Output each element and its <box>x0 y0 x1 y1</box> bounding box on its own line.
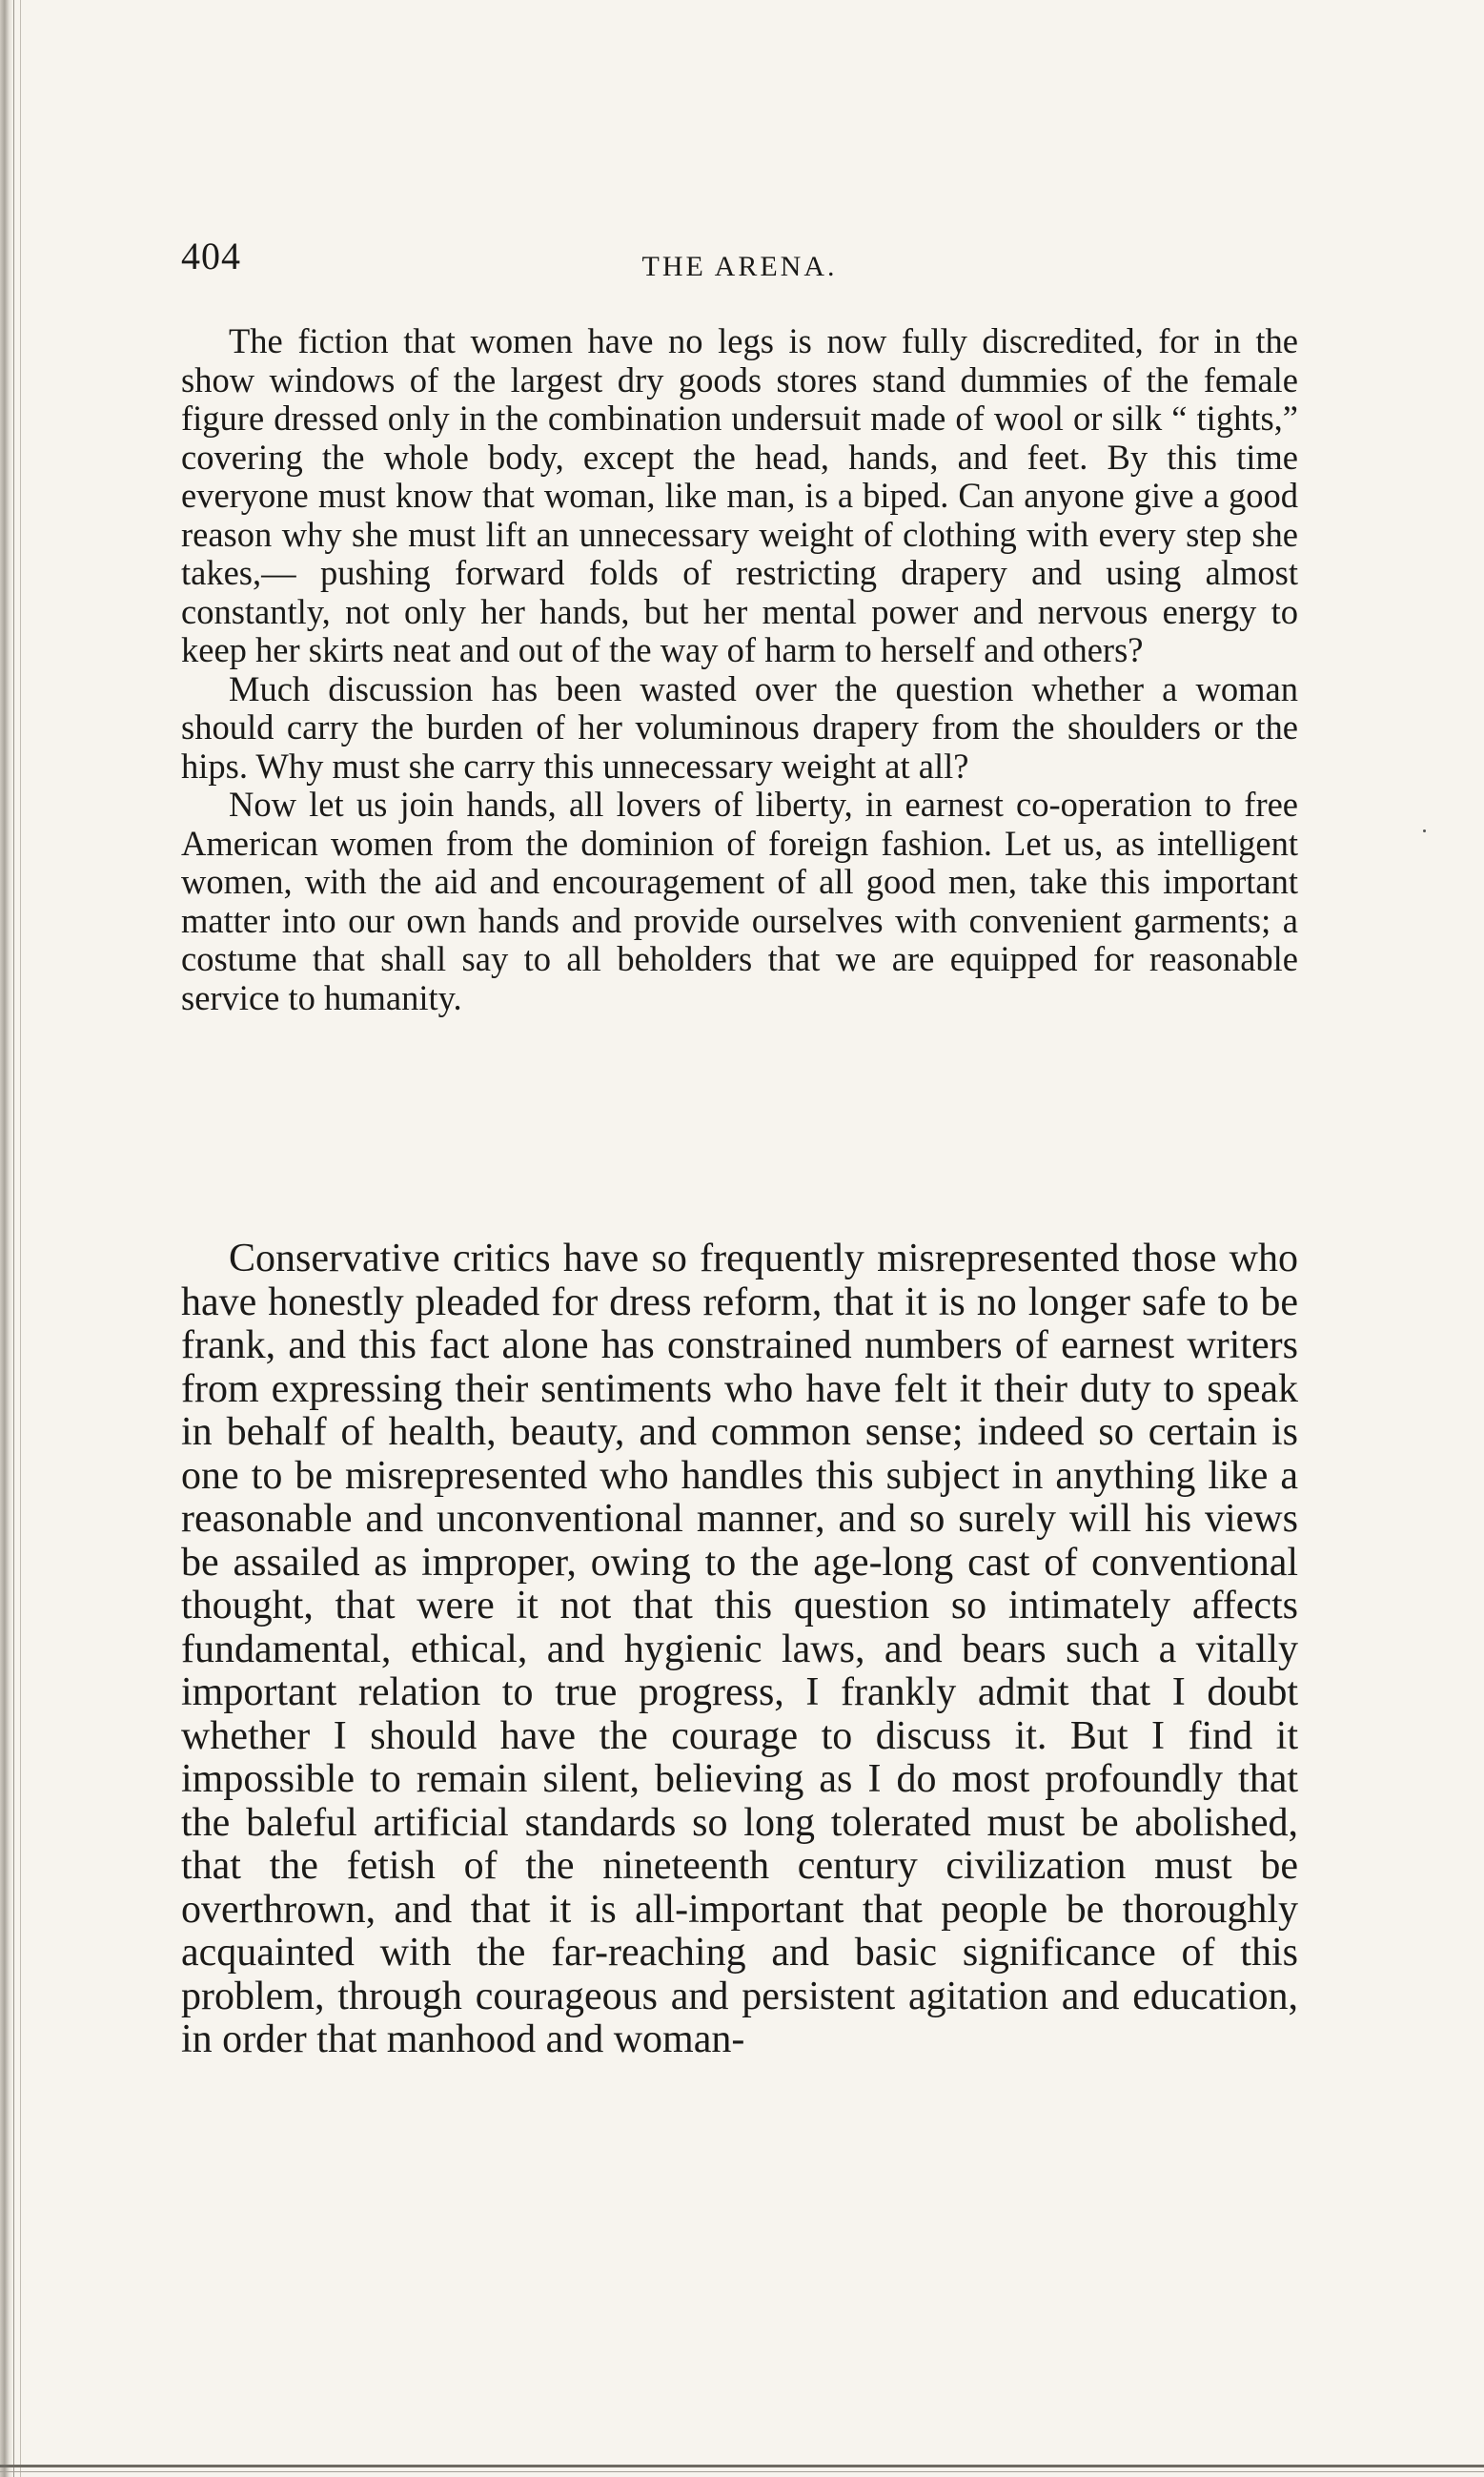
page-bottom-rule <box>0 2465 1484 2467</box>
page-header <box>181 234 1298 291</box>
paragraph-legs: The fiction that women have no legs is now fully discredited, for in the show windows of the largest dry goods stores stand dummies of the female figure dressed only in the combination undersuit made of wool or silk “ tights,” covering the whole body, except the head, hands, and feet. By this time everyone must know that woman, like man, is a biped. Can anyone give a good reason why she must lift an unnecessary weight of clothing with every step she takes,— pushing forward folds of restricting drapery and using almost constantly, not only her hands, but her mental power and nervous energy to keep her skirts neat and out of the way of harm to herself and others? <box>181 321 1298 669</box>
paragraph-conservative-critics: Conservative critics have so frequently misrepresented those who have honestly pleaded for dress reform, that it is no longer safe to be frank, and this fact alone has constrained numbers of earnest writers from expressing their sentiments who have felt it their duty to speak in behalf of health, beauty, and common sense; indeed so certain is one to be misrepresented who handles this subject in anything like a reasonable and unconventional manner, and so surely will his views be assailed as improper, owing to the age-long cast of conventional thought, that were it not that this question so intimately affects fundamental, ethical, and hygienic laws, and bears such a vitally important relation to true progress, I frankly admit that I doubt whether I should have the courage to discuss it. But I find it impossible to remain silent, believing as I do most profoundly that the baleful artificial standards so long tolerated must be abolished, that the fetish of the nineteenth century civilization must be overthrown, and that it is all-important that people be thoroughly acquainted with the far-reaching and basic significance of this problem, through courageous and persistent agitation and education, in order that manhood and woman- <box>181 1237 1298 2061</box>
paragraph-drapery: Much discussion has been wasted over the question whether a woman should carry the burden of her voluminous drapery from the shoulders or the hips. Why must she carry this unnecessary weight at all? <box>181 668 1298 786</box>
paragraph-liberty: Now let us join hands, all lovers of liberty, in earnest co-operation to free American women from the dominion of foreign fashion. Let us, as intelligent women, with the aid and encouragement of all good men, take this important matter into our own hands and provide ourselves with convenient garments; a costume that shall say to all beholders that we are equipped for reasonable service to humanity. <box>181 785 1298 1017</box>
quoted-section <box>181 322 1298 1017</box>
page-speck <box>1423 829 1426 832</box>
page-number: 404 <box>181 235 241 277</box>
binding-gutter <box>0 0 13 2477</box>
binding-edge <box>13 0 21 2477</box>
page-bottom-rule-thin <box>0 2471 1484 2472</box>
body-section <box>181 1238 1298 2062</box>
running-head: THE ARENA. <box>641 251 838 282</box>
